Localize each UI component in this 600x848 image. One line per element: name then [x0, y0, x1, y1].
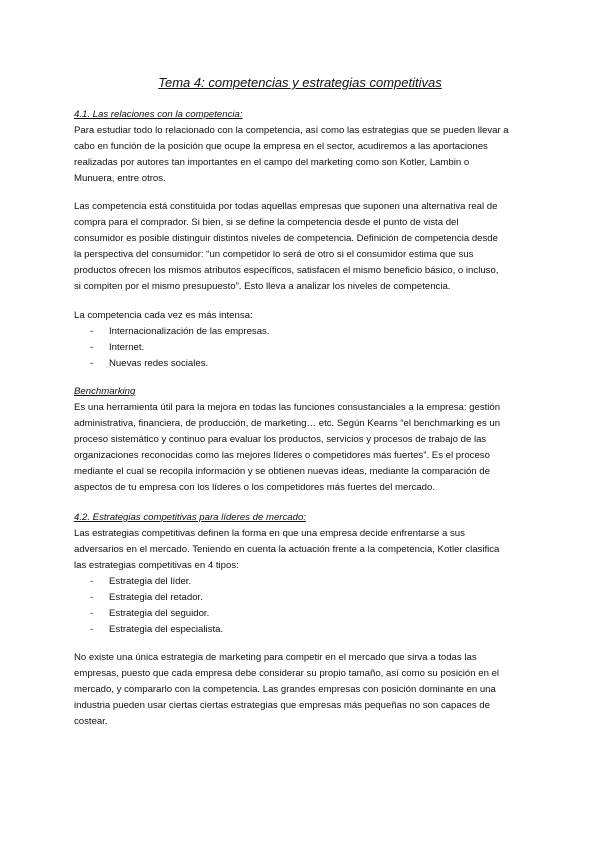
paragraph-line: realizadas por autores tan importantes en el campo del marketing como son Kotler, Lambin o: [74, 157, 470, 168]
paragraph-line: cabo en función de la posición que ocupe la empresa en el sector, acudiremos a las aportaciones: [74, 141, 488, 152]
paragraph-line: industria pueden usar ciertas ciertas estrategias que empresas más pequeñas no son capaces de: [74, 700, 490, 711]
section-4-2: [74, 510, 544, 638]
document-title: Tema 4: competencias y estrategias competitivas: [158, 75, 442, 90]
paragraph-line: Munuera, entre otros.: [74, 173, 166, 184]
paragraph-line: No existe una única estrategia de marketing para competir en el mercado que sirva a todas las: [74, 652, 477, 663]
paragraph-line: Las estrategias competitivas definen la forma en que una empresa decide enfrentarse a sus: [74, 528, 465, 539]
paragraph-line: adversarios en el mercado. Teniendo en cuenta la actuación frente a la competencia, Kotler clasifica: [74, 544, 500, 555]
paragraph-line: Para estudiar todo lo relacionado con la competencia, así como las estrategias que se pueden llevar a: [74, 125, 509, 136]
paragraph-line: consumidor es posible distinguir distintos niveles de competencia. Definición de competencia desde: [74, 233, 498, 244]
paragraph-line: las estrategias competitivas en 4 tipos:: [74, 560, 239, 571]
paragraph-line: productos ofrecen los mismos atributos específicos, satisfacen el mismo beneficio básico, o incluso,: [74, 265, 499, 276]
list-item: - Estrategia del seguidor.: [74, 606, 544, 622]
section-benchmarking: [74, 384, 544, 496]
paragraph-line: Las competencia está constituida por todas aquellas empresas que suponen una alternativa real de: [74, 201, 498, 212]
section-4-1: [74, 107, 544, 187]
paragraph-line: aspectos de tu empresa con los líderes o los competidores más fuertes del mercado.: [74, 482, 436, 493]
paragraph-line: proceso sistemático y continuo para evaluar los productos, servicios y procesos de trabajo de las: [74, 434, 487, 445]
section-heading: 4.2. Estrategias competitivas para líderes de mercado:: [74, 512, 306, 523]
list-item: - Internacionalización de las empresas.: [74, 324, 544, 340]
section-heading: 4.1. Las relaciones con la competencia:: [74, 109, 243, 120]
list-item: - Nuevas redes sociales.: [74, 356, 544, 372]
paragraph-line: la perspectiva del consumidor: “un competidor lo será de otro si el consumidor estima que sus: [74, 249, 474, 260]
paragraph-line: Es una herramienta útil para la mejora en todas las funciones consustanciales a la empresa: gestión: [74, 402, 501, 413]
paragraph-competencia: [74, 199, 544, 295]
paragraph-line: administrativa, financiera, de producción, de marketing… etc. Según Kearns “el benchmarking es un: [74, 418, 501, 429]
list-item: - Estrategia del especialista.: [74, 622, 544, 638]
section-heading: Benchmarking: [74, 386, 136, 397]
paragraph-line: mercado, y compararlo con la competencia. Las grandes empresas con posición dominante en una: [74, 684, 496, 695]
paragraph-line: costear.: [74, 716, 108, 727]
paragraph-line: empresas, puesto que cada empresa debe considerar su propio tamaño, así como su posición en el: [74, 668, 500, 679]
paragraph-line: organizaciones reconocidas como las mejores líderes o competidores más fuertes”. Es el proceso: [74, 450, 490, 461]
paragraph-line: compra para el comprador. Si bien, si se define la competencia desde el punto de vista del: [74, 217, 459, 228]
intensity-list: [74, 324, 544, 372]
list-intro: La competencia cada vez es más intensa:: [74, 310, 253, 321]
paragraph-line: mediante el cual se recopila información y se obtienen nuevas ideas, mediante la comparación de: [74, 466, 490, 477]
paragraph-line: si compiten por el mismo presupuesto”. Esto lleva a analizar los niveles de competencia.: [74, 281, 451, 292]
list-item: - Estrategia del líder.: [74, 574, 544, 590]
list-item: - Internet.: [74, 340, 544, 356]
strategy-list: [74, 574, 544, 638]
list-item: - Estrategia del retador.: [74, 590, 544, 606]
paragraph-no-existe: [74, 650, 544, 730]
intensity-list-block: [74, 308, 544, 372]
